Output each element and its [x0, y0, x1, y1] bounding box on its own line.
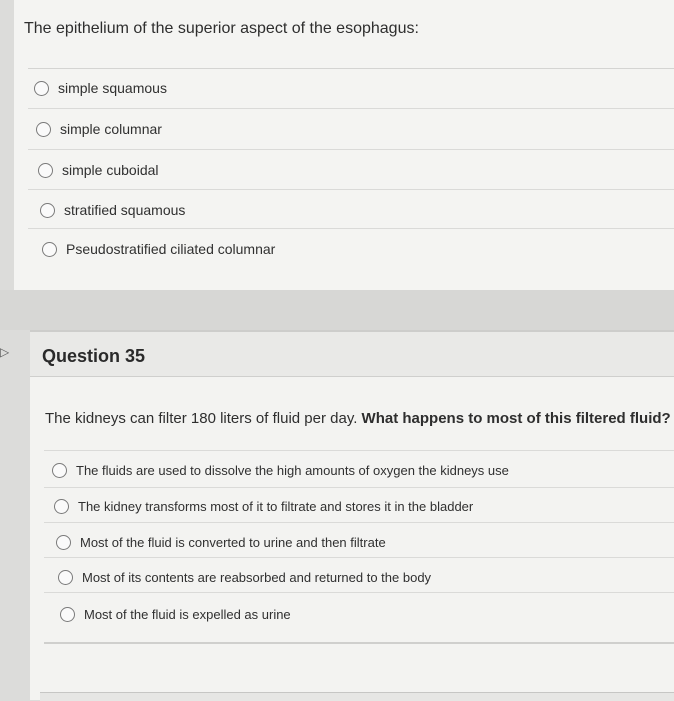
radio-button[interactable]: [42, 242, 57, 257]
answer-option[interactable]: [56, 535, 386, 550]
answer-option[interactable]: [60, 607, 291, 622]
answer-option[interactable]: [52, 463, 509, 478]
radio-button[interactable]: [40, 203, 55, 218]
radio-button[interactable]: [54, 499, 69, 514]
divider: [44, 592, 674, 593]
option-label: simple squamous: [58, 80, 167, 96]
radio-button[interactable]: [52, 463, 67, 478]
answer-option[interactable]: [38, 162, 159, 178]
radio-button[interactable]: [34, 81, 49, 96]
divider: [44, 450, 674, 451]
divider: [28, 189, 674, 190]
question-text-bold: What happens to most of this filtered fluid?: [361, 410, 671, 427]
radio-button[interactable]: [58, 570, 73, 585]
answer-option[interactable]: [40, 202, 185, 218]
divider: [44, 557, 674, 558]
divider: [28, 68, 674, 69]
question-panel-35: [30, 330, 674, 700]
option-label: Most of the fluid is expelled as urine: [84, 607, 291, 622]
option-label: Pseudostratified ciliated columnar: [66, 241, 276, 257]
option-label: The kidney transforms most of it to filtrate and stores it in the bladder: [78, 499, 474, 514]
option-label: simple columnar: [60, 121, 162, 137]
option-label: simple cuboidal: [62, 162, 159, 178]
question-header: [30, 330, 674, 377]
question-panel-prev: [14, 0, 674, 292]
answer-option[interactable]: [54, 499, 473, 514]
panel-gap: [0, 290, 674, 330]
flag-arrow-icon[interactable]: ▷: [0, 345, 10, 359]
option-label: stratified squamous: [64, 202, 186, 218]
divider: [28, 108, 674, 109]
divider: [44, 487, 674, 488]
option-label: The fluids are used to dissolve the high amounts of oxygen the kidneys use: [76, 463, 509, 478]
radio-button[interactable]: [38, 163, 53, 178]
divider: [44, 642, 674, 644]
question-number: Question 35: [42, 346, 146, 366]
question-text: [45, 410, 671, 427]
answer-option[interactable]: [58, 570, 431, 585]
option-label: Most of its contents are reabsorbed and returned to the body: [82, 570, 432, 585]
question-text-plain: The kidneys can filter 180 liters of fluid per day.: [45, 410, 362, 427]
divider: [28, 228, 674, 229]
option-label: Most of the fluid is converted to urine and then filtrate: [80, 535, 386, 550]
radio-button[interactable]: [56, 535, 71, 550]
answer-option[interactable]: [42, 241, 275, 257]
question-text: The epithelium of the superior aspect of the esophagus:: [24, 20, 419, 37]
divider: [28, 149, 674, 150]
radio-button[interactable]: [36, 122, 51, 137]
divider: [44, 522, 674, 523]
answer-option[interactable]: [34, 80, 167, 96]
answer-option[interactable]: [36, 121, 162, 137]
radio-button[interactable]: [60, 607, 75, 622]
